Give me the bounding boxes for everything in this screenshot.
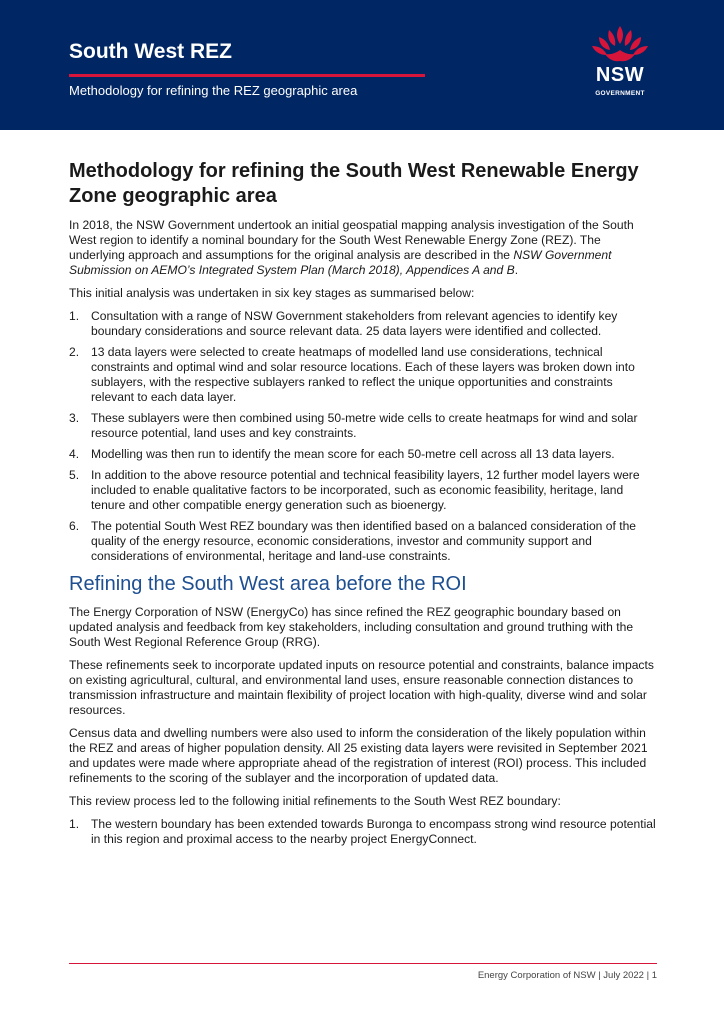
footer-text: Energy Corporation of NSW | July 2022 | 1 [477,970,657,981]
header-title: South West REZ [69,40,232,63]
stages-list [69,309,657,564]
stages-intro: This initial analysis was undertaken in six key stages as summarised below: [69,286,475,300]
body-paragraph: Census data and dwelling numbers were also used to inform the consideration of the likely population within the REZ and areas of higher population density. All 25 existing data layers were revisited in September 2021 and updates were made where appropriate ahead of the registration of interest (ROI) process. This included refinements to the scoring of the sublayer and the incorporation of updated data. [69,726,648,785]
list-number: 3. [69,411,80,425]
list-number: 2. [69,345,80,359]
intro-reference: NSW Government Submission on AEMO’s Integrated System Plan (March 2018), Appendices A and B [69,248,612,277]
list-number: 6. [69,519,80,533]
list-text: 13 data layers were selected to create heatmaps of modelled land use considerations, technical constraints and optimal wind and solar resource locations. Each of these layers was broken down into sublayers, with the respective sublayers ranked to reflect the unique opportunities and constraints relevant to each data layer. [91,345,635,404]
header-divider [69,74,425,77]
list-text: These sublayers were then combined using 50-metre wide cells to create heatmaps for wind and solar resource potential, land uses and key constraints. [91,411,638,440]
list-text: In addition to the above resource potential and technical feasibility layers, 12 further model layers were included to enable qualitative factors to be incorporated, such as economic feasibility, heritage, land tenure and other compatible energy generation such as bioenergy. [91,468,640,512]
list-item [69,411,657,441]
list-number: 5. [69,468,80,482]
list-item [69,447,657,462]
logo-subtext: GOVERNMENT [595,90,645,97]
refinements-list [69,817,657,847]
intro-text: In 2018, the NSW Government undertook an initial geospatial mapping analysis investigation of the South West region to identify a nominal boundary for the South West Renewable Energy Zone (REZ). The underlying approach and assumptions for the original analysis are described in the [69,218,634,262]
header-subtitle: Methodology for refining the REZ geographic area [69,83,358,98]
list-text: The potential South West REZ boundary was then identified based on a balanced consideration of the quality of the energy resource, economic considerations, investor and community support and considerations of environmental, heritage and land-use constraints. [91,519,637,563]
list-number: 1. [69,817,80,831]
list-item [69,345,657,405]
logo-wordmark: NSW [595,64,645,86]
list-number: 4. [69,447,80,461]
page-header [0,0,724,130]
list-item [69,817,657,847]
list-text: The western boundary has been extended towards Buronga to encompass strong wind resource potential in this region and proximal access to the nearby project EnergyConnect. [91,817,656,846]
document-body [69,159,657,853]
intro-end: . [514,263,519,277]
list-text: Modelling was then run to identify the mean score for each 50-metre cell across all 13 data layers. [91,447,615,461]
list-text: Consultation with a range of NSW Government stakeholders from relevant agencies to identify key boundary considerations and source relevant data. 25 data layers were identified and collected. [91,309,618,338]
intro-paragraph [69,218,657,278]
body-paragraph: This review process led to the following initial refinements to the South West REZ boundary: [69,794,561,808]
list-item [69,519,657,564]
body-paragraph: The Energy Corporation of NSW (EnergyCo) has since refined the REZ geographic boundary based on updated analysis and feedback from key stakeholders, including consultation and ground truthing with the South West Regional Reference Group (RRG). [69,605,634,649]
list-item [69,309,657,339]
footer-divider [69,963,657,964]
list-item [69,468,657,513]
section-heading: Refining the South West area before the ROI [69,573,467,595]
page-title: Methodology for refining the South West Renewable Energy Zone geographic area [69,160,639,207]
list-number: 1. [69,309,80,323]
body-paragraph: These refinements seek to incorporate updated inputs on resource potential and constraints, balance impacts on existing agricultural, cultural, and environmental land uses, ensure reasonable connection distances to transmission infrastructure and maintain flexibility of project location with high-quality, diverse wind and solar resources. [69,658,654,717]
